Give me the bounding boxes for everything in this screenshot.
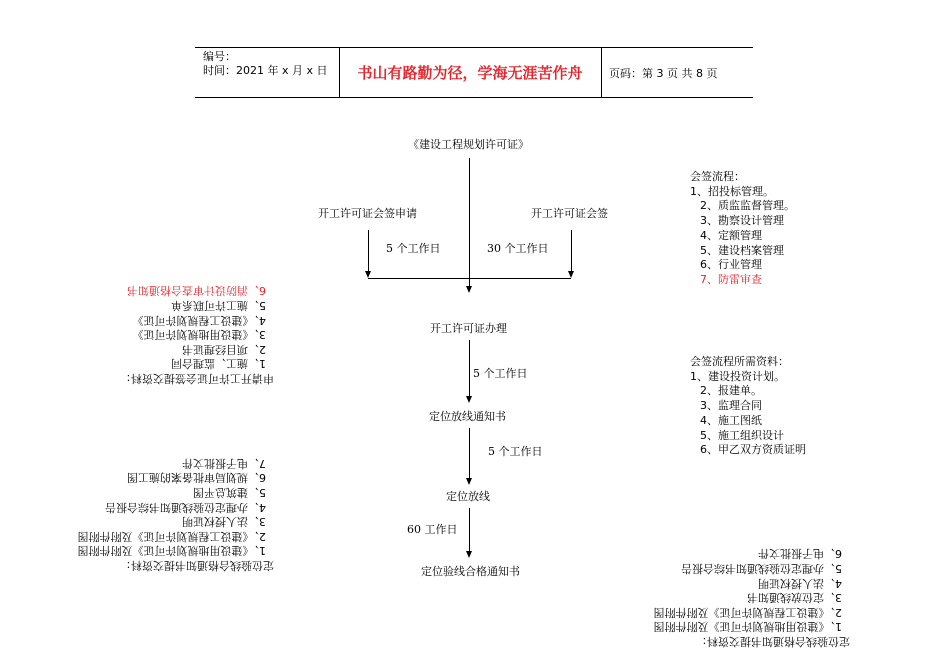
mirror-bottom-item: 4、法人授权证明 [758, 576, 842, 590]
page-number: 页码：第 3 页 共 8 页 [609, 67, 718, 80]
flow-left-arrowhead [365, 271, 371, 278]
flow-step3-arrowhead [466, 478, 472, 485]
mirror-layout-item: 5、建筑总平图 [193, 485, 266, 499]
flow-right-arrowhead [568, 271, 574, 278]
flow-step3-days: 5 个工作日 [488, 445, 543, 458]
flow-right-days: 30 个工作日 [487, 242, 549, 255]
flow-left-arrow-line [368, 230, 369, 272]
mirror-layout-item: 1、《建设用地规划许可证》及附件附图 [77, 544, 266, 558]
mirror-bottom-title: 定位验线合格通知书提交资料： [696, 635, 850, 649]
mirror-permit-item: 5、施工许可联系单 [171, 299, 266, 313]
countersign-title: 会签流程： [690, 170, 745, 183]
number-label: 编号： [203, 50, 236, 63]
countersign-item: 5、建设档案管理 [700, 243, 784, 257]
flow-top-node: 《建设工程规划许可证》 [408, 138, 529, 151]
mirror-bottom-item: 2、《建设工程规划许可证》及附件附图 [653, 605, 842, 619]
mirror-layout-title: 定位验线合格通知书提交资料： [120, 558, 274, 572]
time-label: 时间：2021 年 x 月 x 日 [203, 64, 328, 77]
header-divider-1 [339, 47, 340, 97]
mirror-layout-item: 7、电子报批文件 [182, 456, 266, 470]
flow-step4-days: 60 工作日 [407, 523, 458, 536]
materials-title: 会签流程所需资料： [690, 355, 789, 368]
flow-step4-line [469, 508, 470, 552]
mirror-layout-item: 6、规划局审批备案的施工图 [127, 471, 266, 485]
mirror-permit-item: 3、《建设用地规划许可证》 [132, 328, 266, 342]
mirror-permit-item-highlight: 6、消防设计审查合格通知书 [127, 284, 266, 298]
header-divider-2 [601, 47, 602, 97]
materials-item: 1、建设投资计划。 [690, 369, 785, 383]
materials-list [690, 355, 806, 458]
mirror-layout-item: 4、办理定位验线通知书综合报告 [105, 500, 266, 514]
countersign-item-highlight: 7、防雷审查 [700, 272, 762, 286]
countersign-item: 2、质监监督管理。 [700, 199, 795, 213]
flow-step2-days: 5 个工作日 [473, 367, 528, 380]
mirror-permit-item: 2、项目经理证书 [182, 342, 266, 356]
flow-right-arrow-line [571, 230, 572, 272]
mirror-bottom-list [636, 546, 850, 648]
header-bottom-rule [195, 97, 753, 98]
materials-item: 3、监理合同 [700, 399, 762, 413]
materials-item: 5、施工组织设计 [700, 428, 784, 442]
countersign-item: 4、定额管理 [700, 228, 762, 242]
materials-item: 6、甲乙双方资质证明 [700, 443, 806, 457]
flow-trunk-arrowhead [466, 286, 472, 293]
mirror-permit-list [118, 283, 274, 385]
mirror-permit-item: 1、施工、监理合同 [171, 357, 266, 371]
mirror-bottom-item: 5、办理定位验线通知书综合报告 [681, 562, 842, 576]
flow-step2-line [469, 340, 470, 396]
flow-right-branch: 开工许可证会签 [531, 207, 608, 220]
flow-step-layout: 定位放线 [446, 490, 490, 503]
header-top-rule [195, 47, 753, 48]
countersign-item: 1、招投标管理。 [690, 184, 774, 198]
flow-step4-arrowhead [466, 551, 472, 558]
header-motto: 书山有路勤为径，学海无涯苦作舟 [357, 64, 583, 82]
mirror-bottom-item: 1、《建设用地规划许可证》及附件附图 [653, 620, 842, 634]
flow-left-days: 5 个工作日 [386, 242, 441, 255]
flow-step3-line [469, 428, 470, 480]
flow-step2-arrowhead [466, 396, 472, 403]
flow-branch-line [368, 278, 571, 279]
countersign-item: 6、行业管理 [700, 258, 762, 272]
mirror-layout-list [64, 455, 274, 572]
mirror-permit-title: 申请开工许可证会签提交资料： [120, 372, 274, 386]
countersign-item: 3、勘察设计管理 [700, 214, 784, 228]
header-meta [203, 50, 328, 78]
flow-step-final: 定位验线合格通知书 [421, 565, 520, 578]
materials-item: 4、施工图纸 [700, 413, 762, 427]
flow-left-branch: 开工许可证会签申请 [318, 207, 417, 220]
materials-item: 2、报建单。 [700, 384, 762, 398]
flow-step-permit: 开工许可证办理 [430, 322, 507, 335]
flow-trunk-line [469, 158, 470, 286]
mirror-layout-item: 3、法人授权证明 [182, 514, 266, 528]
mirror-layout-item: 2、《建设工程规划许可证》及附件附图 [77, 529, 266, 543]
flow-step-notice: 定位放线通知书 [429, 410, 506, 423]
mirror-bottom-item: 3、定位放线通知书 [747, 591, 842, 605]
mirror-permit-item: 4、《建设工程规划许可证》 [132, 313, 266, 327]
countersign-list [690, 170, 795, 288]
mirror-bottom-item: 6、电子报批文件 [758, 547, 842, 561]
